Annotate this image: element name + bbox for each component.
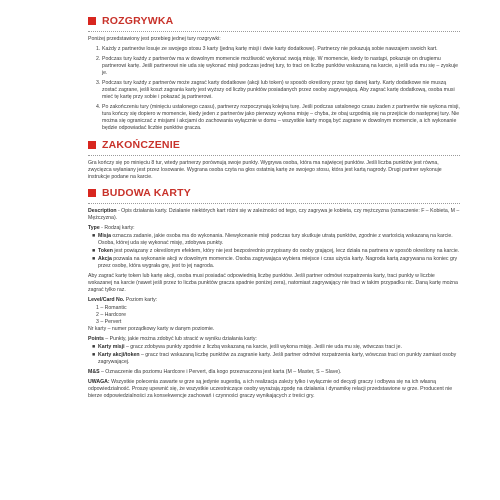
bullet-icon: ■: [92, 248, 96, 254]
list-item: ■ Token jest powiązany z określonym efektem, który nie jest bezpośrednio przypisany do osoby grającej, lecz działa na partnera w sposób określony na karcie.: [92, 248, 460, 254]
list-item: ■ Misja oznacza zadanie, jakie osoba ma do wykonania. Niewykonanie misji podczas tury skutkuje utratą punktów, zgodnie z wartością wskazaną na karcie. Osoba, której uda się wykonać misję, zdobywa punkty.: [92, 233, 453, 246]
section-gameplay: [88, 14, 460, 132]
section-divider: [88, 155, 460, 156]
level-heading: Level/Card No. Poziom karty:: [88, 297, 158, 303]
list-item: ■ Karty misji – gracz zdobywa punkty zgodnie z liczbą wskazaną na karcie, jeśli wykona misję. Jeśli nie uda mu się, wówczas traci je.: [92, 344, 402, 350]
bullet-icon: ■: [92, 352, 96, 358]
red-square-icon: [88, 17, 96, 25]
section-divider: [88, 31, 460, 32]
section-heading: [88, 14, 460, 28]
red-square-icon: [88, 189, 96, 197]
list-item: ■ Akcja pozwala na wykonanie akcji w dowolnym momencie. Osoba zagrywająca wybiera miejsce i czas użycia karty. Nagroda kartą zagrywana na koniec gry przez osobę, która wygrała grę, jest to jej nagroda.: [92, 256, 458, 269]
list-item: 2. Podczas tury każdy z partnerów ma w dowolnym momencie możliwość wykonać swoją misję. W momencie, kiedy to nastąpi, pokazuje on drugiemu partnerowi kartę. Jeśli partnerowi nie uda się wykonać misji podczas jednej tury, to traci on liczbę punktów wskazaną na karcie, a jeśli uda mu się – zyskuje je.: [96, 56, 458, 76]
points-list: [88, 344, 460, 366]
type-heading: Type - Rodzaj karty:: [88, 225, 135, 231]
gameplay-steps: [88, 46, 460, 132]
list-item: 4. Po zakończeniu tury (minięciu ustalonego czasu), partnerzy rozpoczynają kolejną turę. Jeśli podczas ustalonego czasu żaden z partnerów nie wykona misji, tura kończy się dopiero w momencie, kiedy jeden z partnerów jako pierwszy wykona misję – chyba, że obaj uzgodnią się na przejście do następnej tury. Nie można się ograniczać z misjami i akcjami do zachowania wyłącznie w domu – wszystkie karty mogą być zagrane w dowolnym momencie, a ich wykonanie będzie odpowiadać liczbie punktów gracza.: [96, 104, 460, 131]
list-item: 2 – Hardcore: [96, 312, 126, 318]
section-divider: [88, 203, 460, 204]
points-heading: Points – Punkty, jakie można zdobyć lub stracić w wyniku działania karty:: [88, 336, 257, 342]
section-title: ROZGRYWKA: [102, 15, 174, 27]
description-paragraph: Description - Opis działania karty. Działanie niektórych kart różni się w zależności od tego, czy zagrywa je kobieta, czy mężczyzna (oznaczenie: F – Kobieta, M – Mężczyzna).: [88, 208, 460, 221]
token-paragraph: Aby zagrać kartę token lub kartę akcji, osoba musi posiadać odpowiednią liczbę punktów. Jeśli partner odmówi rozpatrzenia karty, traci punkty w liczbie wskazanej na karcie (nawet jeśli przez to liczba punktów gracza spadnie poniżej zera), natomiast zagrywający nie traci w takim przypadku nic. Daną kartę można zagrać tylko raz.: [88, 273, 458, 293]
section-intro: Poniżej przedstawiony jest przebieg jednej tury rozgrywki:: [88, 36, 221, 42]
card-number-paragraph: Nr karty – numer porządkowy karty w danym poziomie.: [88, 326, 215, 332]
list-item: 3 – Pervert: [96, 319, 122, 325]
section-ending: [88, 138, 460, 181]
ending-paragraph: Gra kończy się po minięciu 8 tur, wtedy partnerzy porównują swoje punkty. Wygrywa osoba, która ma najwięcej punktów. Jeśli liczba punktów jest równa, zwycięzca wyłaniany jest przez losowanie. Wygrana osoba czyta na głos ostatnią kartę ze swojego stosu, która jest kartą nagrody. Drugi partner wykonuje instrukcje podane na karcie.: [88, 160, 442, 180]
type-list: [88, 233, 460, 270]
list-item: 1 – Romantic: [96, 305, 127, 311]
bullet-icon: ■: [92, 344, 96, 350]
list-item: 3. Podczas tury każdy z partnerów może zagrać karty dodatkowe (akcji lub token) w sposób określony przez typ danej karty. Karty dodatkowe nie muszą zostać zagrane, jeśli koszt zagrania karty jest wyższy od liczby punktów posiadanych przez osobę zagrywającą. Aby zagrać kartę dodatkową, osoba musi mieć tę kartę przy sobie i pokazać ją partnerowi.: [96, 80, 455, 100]
section-card-structure: [88, 186, 460, 400]
red-square-icon: [88, 141, 96, 149]
section-heading: [88, 138, 460, 152]
section-heading: [88, 186, 460, 200]
bullet-icon: ■: [92, 256, 96, 262]
bullet-icon: ■: [92, 233, 96, 239]
list-item: 1. Każdy z partnerów losuje ze swojego stosu 3 karty (jedną kartę misji i dwie karty dodatkowe). Partnerzy nie pokazują sobie nawzajem swoich kart.: [96, 46, 438, 52]
section-title: ZAKOŃCZENIE: [102, 139, 181, 151]
list-item: ■ Karty akcji/token – gracz traci wskazaną liczbę punktów za zagranie karty. Jeśli partner odmówi rozpatrzenia karty, wówczas traci on punkty zamiast osoby zagrywającej.: [92, 352, 457, 365]
warning-paragraph: UWAGA: Wszystkie polecenia zawarte w grze są jedynie sugestią, a ich realizacja zależy tylko i wyłącznie od decyzji graczy i odbywa się na ich własną odpowiedzialność. Proszę upewnić się, że wszystkie uczestniczące osoby wyrażają zgodę na działania i dynamikę relacji przedstawione w grze. Producent nie bierze odpowiedzialności za konsekwencje zachowań i czynności graczy wynikających z treści gry.: [88, 379, 453, 399]
section-title: BUDOWA KARTY: [102, 187, 191, 199]
ms-paragraph: M&S – Oznaczenie dla poziomu Hardcore i Pervert, dla kogo przeznaczona jest karta (M – Master, S – Slave).: [88, 369, 342, 375]
